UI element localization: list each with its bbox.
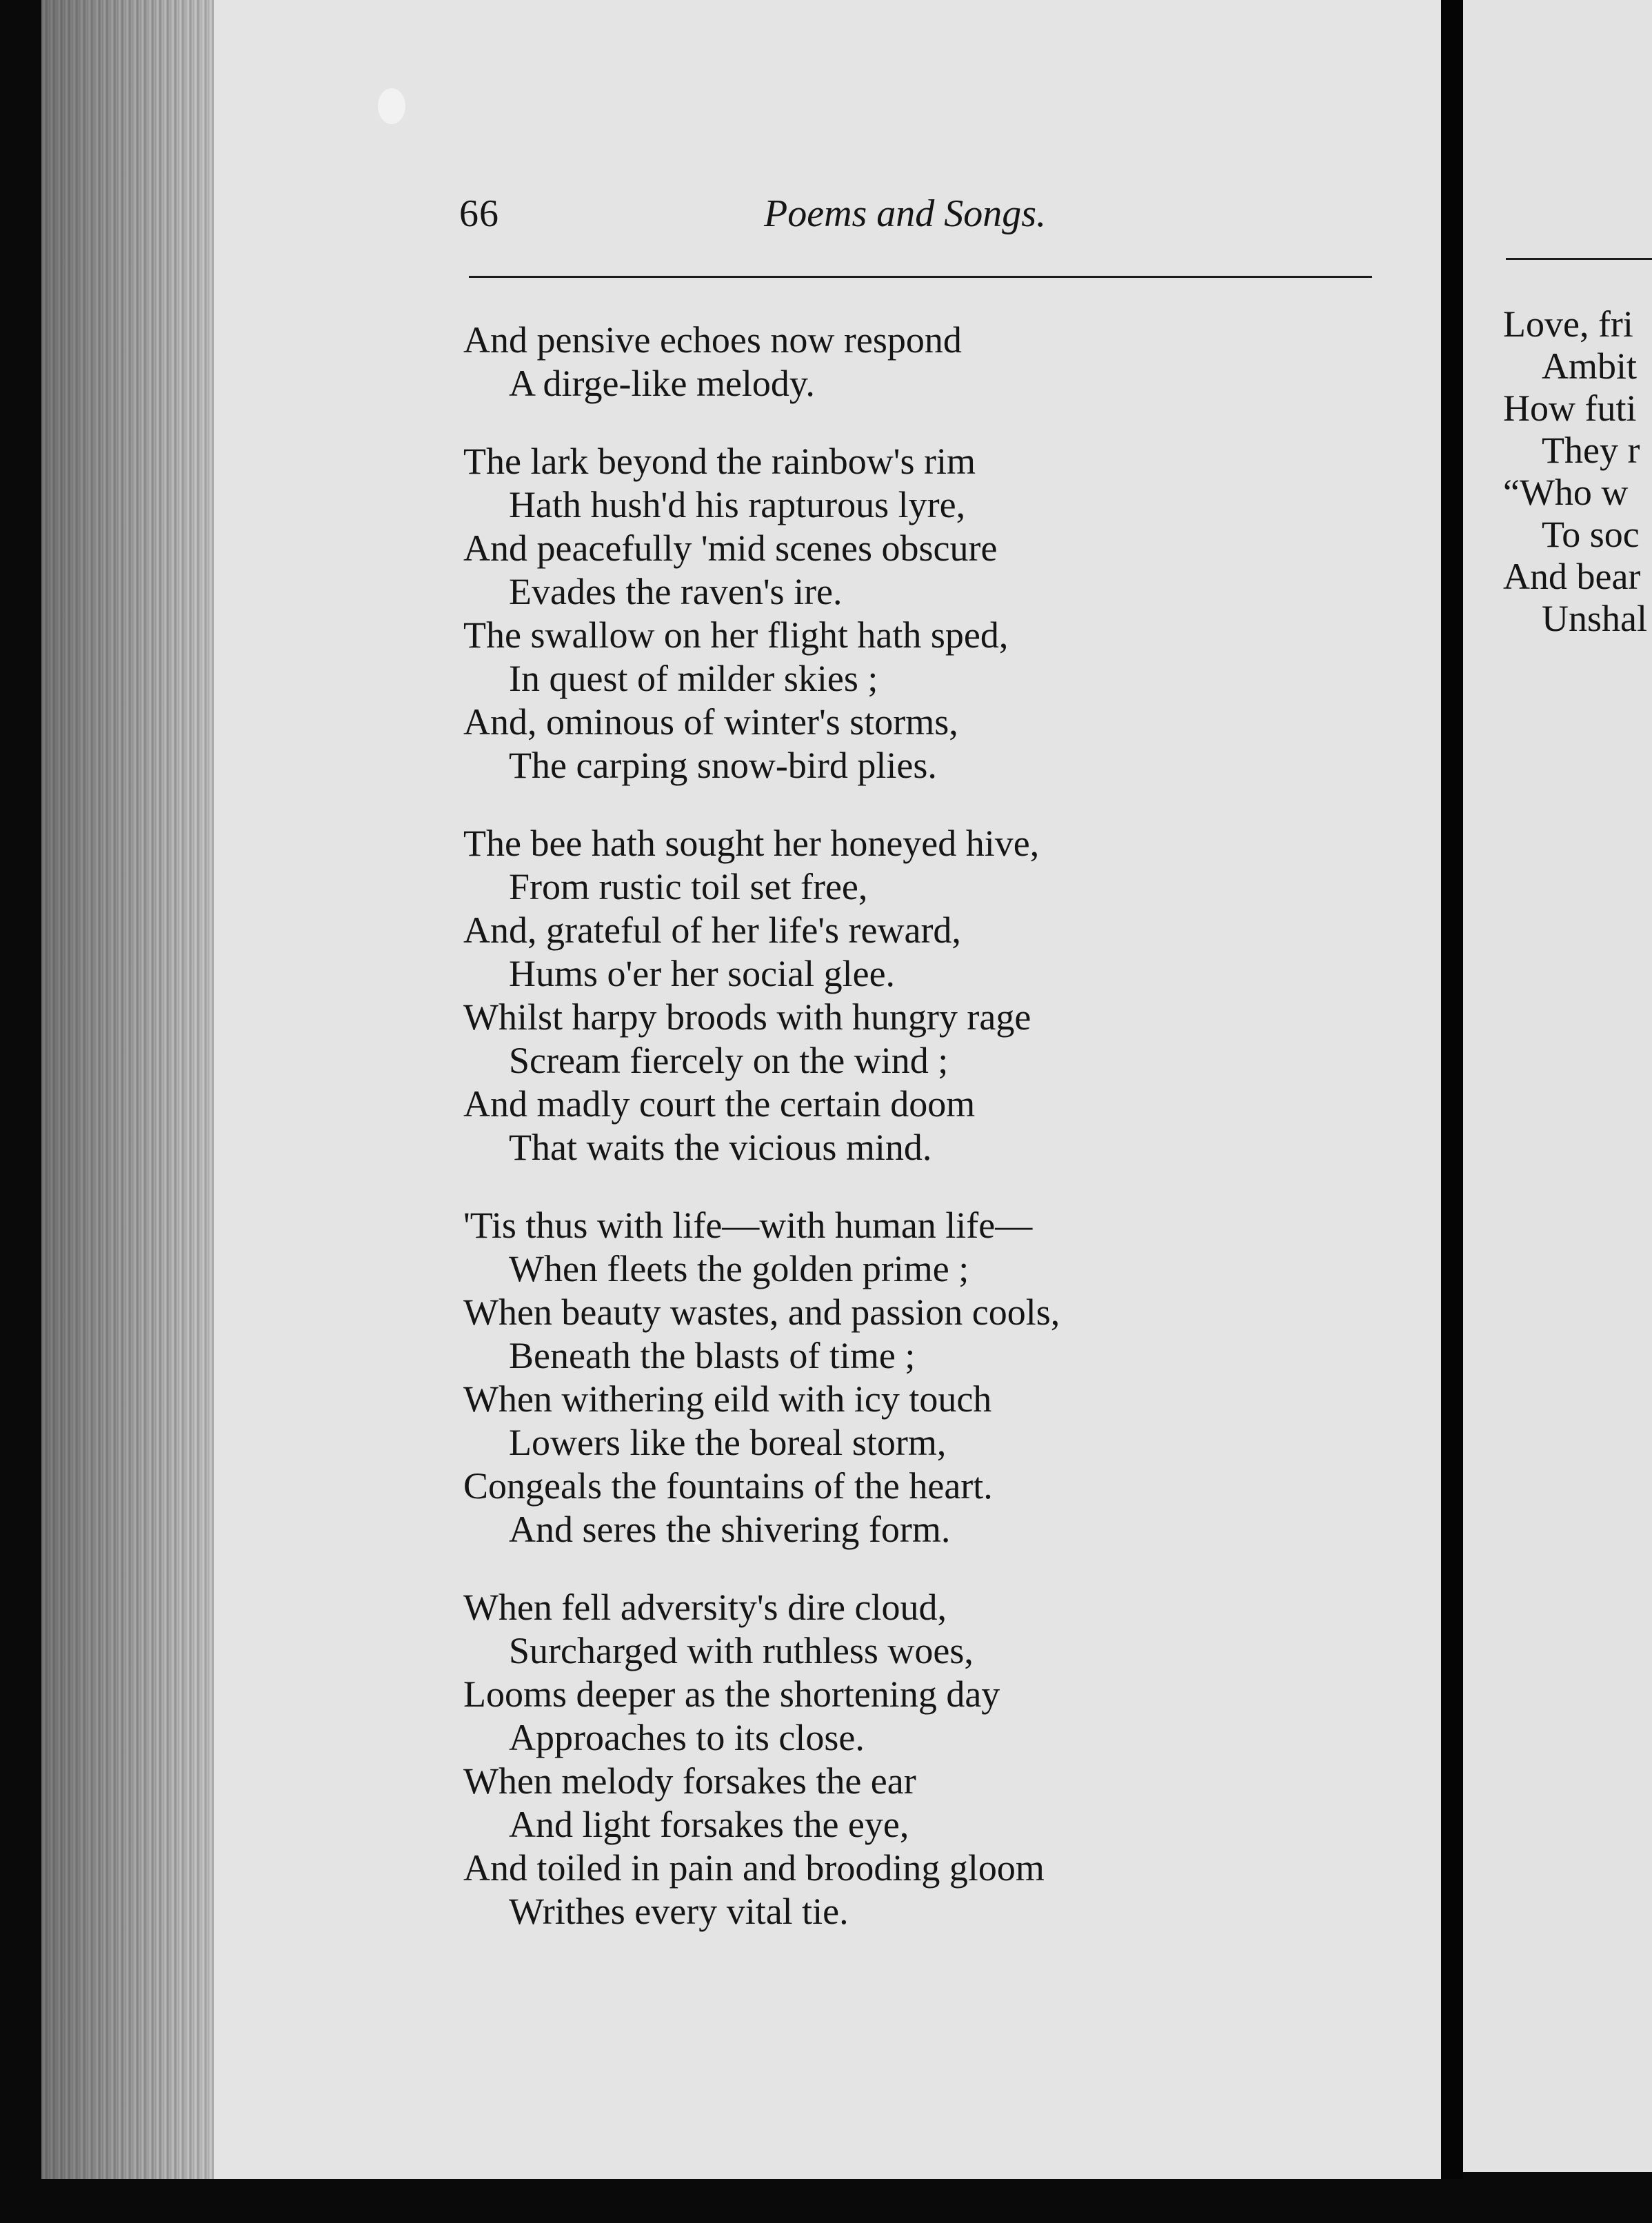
poem-line: And seres the shivering form. [509, 1509, 951, 1550]
facing-page-text [1503, 303, 1652, 640]
facing-page-line: How futi [1503, 388, 1637, 429]
stanza [463, 1204, 1429, 1551]
facing-page-line: They r [1542, 430, 1640, 471]
header-rule [469, 276, 1372, 278]
poem-line: Beneath the blasts of time ; [509, 1335, 916, 1376]
facing-page-line: And bear [1503, 556, 1641, 597]
poem-line: Congeals the fountains of the heart. [463, 1465, 993, 1507]
poem-line: That waits the vicious mind. [509, 1127, 932, 1168]
poem-line: Scream fiercely on the wind ; [509, 1040, 949, 1081]
poem-line: When fell adversity's dire cloud, [463, 1587, 947, 1628]
page-number: 66 [459, 192, 499, 235]
page-header [459, 192, 1376, 254]
poem-line: Looms deeper as the shortening day [463, 1673, 1000, 1715]
poem-line: And pensive echoes now respond [463, 319, 962, 361]
poem-line: Lowers like the boreal storm, [509, 1422, 947, 1463]
poem-line: Hath hush'd his rapturous lyre, [509, 484, 966, 525]
poem-line: Whilst harpy broods with hungry rage [463, 996, 1031, 1038]
poem-line: 'Tis thus with life—with human life— [463, 1205, 1033, 1246]
poem-line: Writhes every vital tie. [509, 1891, 849, 1932]
poem-line: And peacefully 'mid scenes obscure [463, 527, 998, 569]
running-title: Poems and Songs. [764, 192, 1047, 235]
poem-line: When fleets the golden prime ; [509, 1248, 969, 1289]
book-gutter [1441, 0, 1463, 2223]
page-edges-shade [41, 0, 214, 2189]
stanza [463, 319, 1429, 405]
stanza [463, 822, 1429, 1169]
poem-line: Hums o'er her social glee. [509, 953, 896, 994]
poem-line: When withering eild with icy touch [463, 1378, 992, 1420]
facing-page [1463, 0, 1652, 2172]
poem-line: When beauty wastes, and passion cools, [463, 1291, 1060, 1333]
stanza [463, 1586, 1429, 1933]
poem-line: Evades the raven's ire. [509, 571, 843, 612]
poem-line: The carping snow-bird plies. [509, 745, 937, 786]
poem-line: The bee hath sought her honeyed hive, [463, 823, 1040, 864]
poem-line: Approaches to its close. [509, 1717, 865, 1758]
facing-page-line: Ambit [1542, 345, 1638, 387]
facing-page-line: To soc [1542, 514, 1640, 555]
poem-line: In quest of milder skies ; [509, 658, 878, 699]
stanza [463, 440, 1429, 787]
scan-border-bottom [0, 2179, 1652, 2223]
poem-line: Surcharged with ruthless woes, [509, 1630, 974, 1671]
poem-line: And, ominous of winter's storms, [463, 701, 958, 743]
poem-line: A dirge-like melody. [509, 363, 815, 404]
poem-line: The swallow on her flight hath sped, [463, 614, 1009, 656]
facing-header-rule [1506, 258, 1652, 260]
poem-line: From rustic toil set free, [509, 866, 868, 907]
poem-line: And madly court the certain doom [463, 1083, 976, 1125]
poem-line: The lark beyond the rainbow's rim [463, 441, 976, 482]
facing-page-line: Unshal [1542, 598, 1647, 639]
poem-line: And toiled in pain and brooding gloom [463, 1847, 1045, 1889]
facing-page-line: “Who w [1503, 472, 1629, 513]
poem-line: And, grateful of her life's reward, [463, 909, 961, 951]
poem-line: And light forsakes the eye, [509, 1804, 909, 1845]
poem-body [463, 319, 1429, 1968]
paper-speck [378, 88, 405, 124]
poem-line: When melody forsakes the ear [463, 1760, 916, 1802]
facing-page-line: Love, fri [1503, 303, 1633, 345]
